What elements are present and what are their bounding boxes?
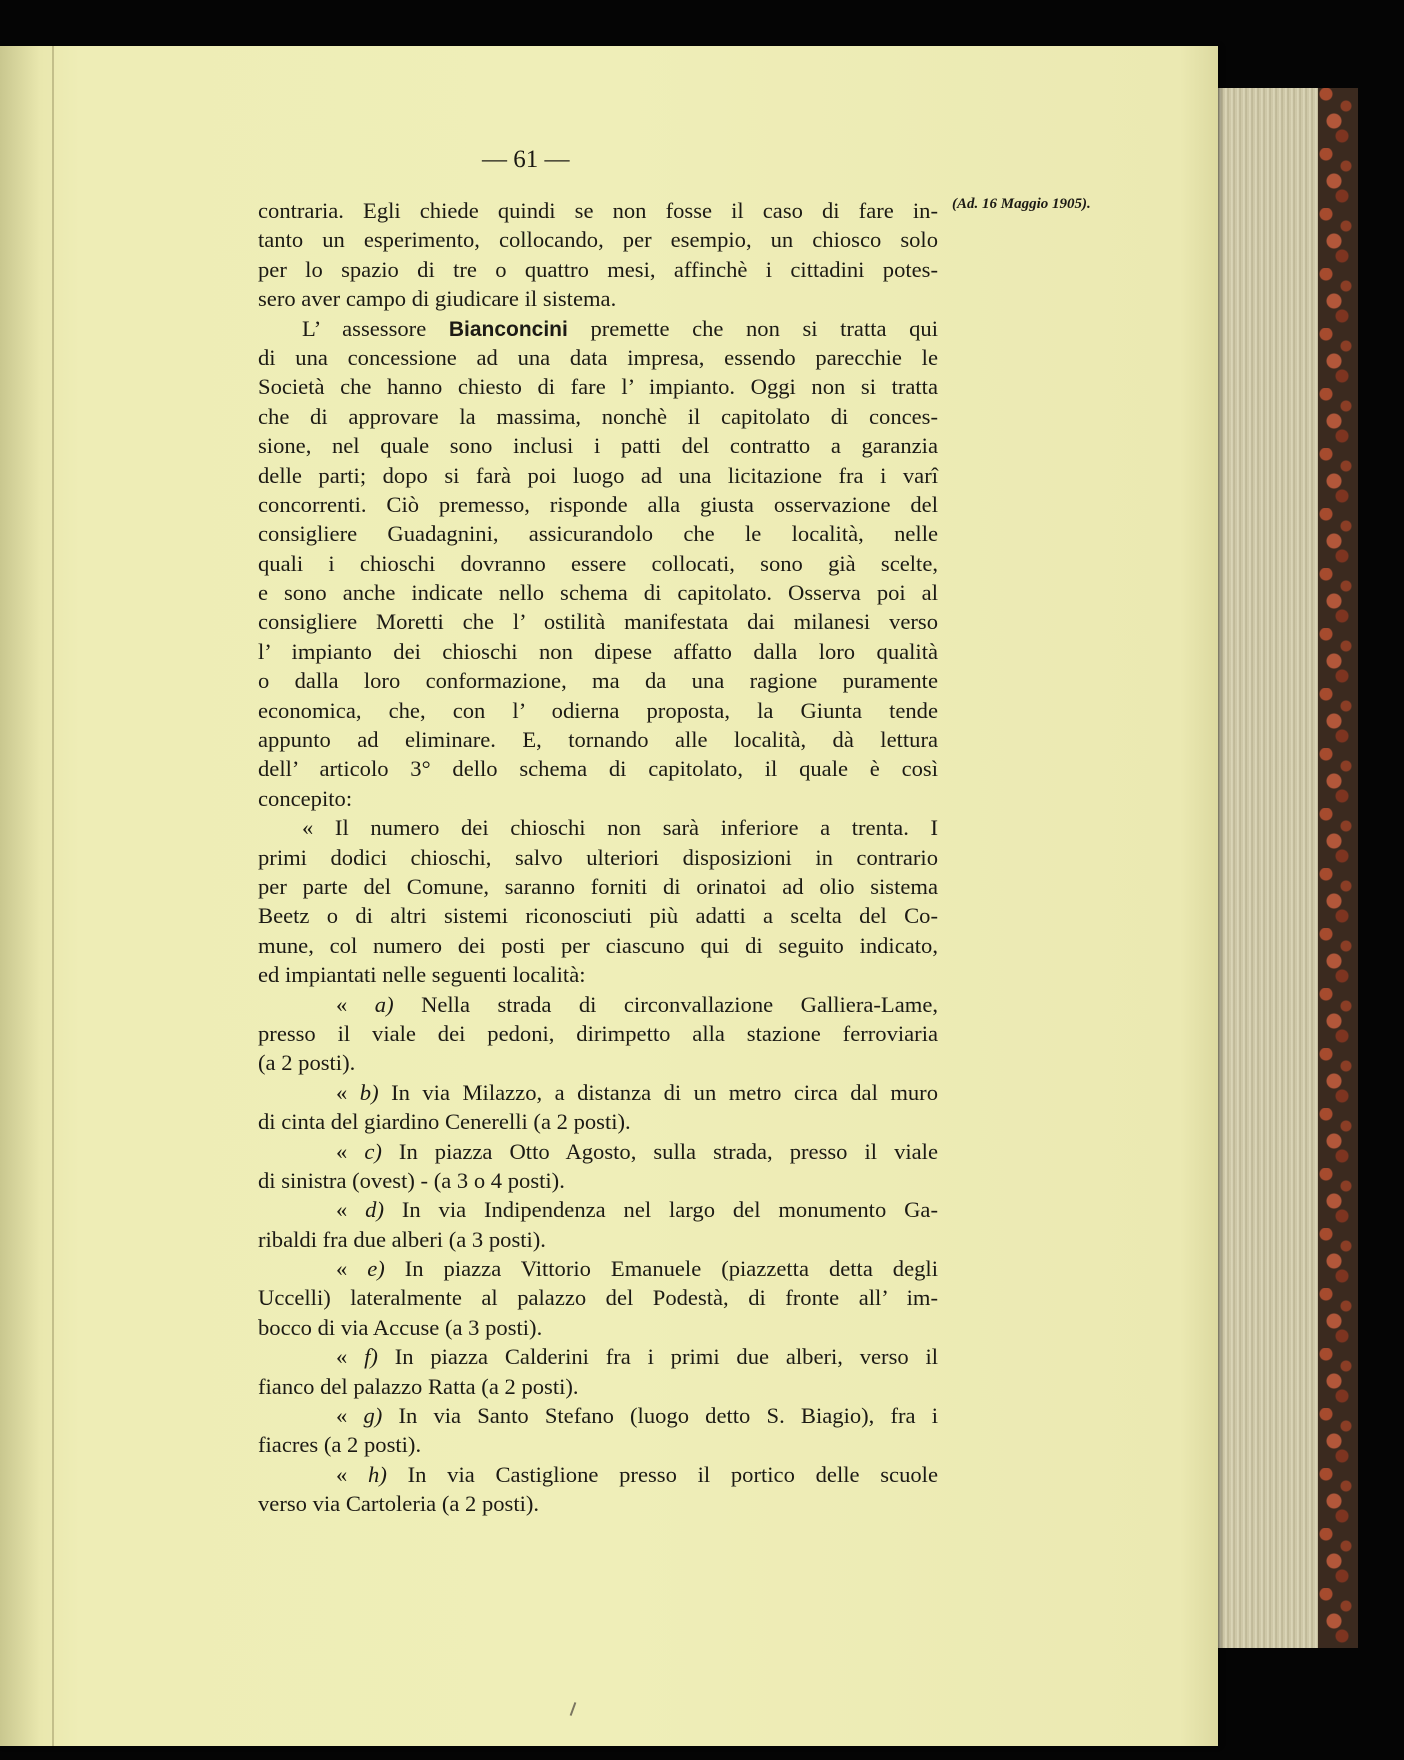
- quote-mark: «: [336, 1197, 348, 1223]
- list-item-f: [258, 1342, 938, 1371]
- text-fragment: In via Indipendenza nel largo del monumento Ga-: [401, 1197, 938, 1223]
- quote-mark: «: [336, 1138, 348, 1164]
- text-line: tanto un esperimento, collocando, per esempio, un chiosco solo: [258, 227, 938, 253]
- speaker-name: Bianconcini: [448, 317, 568, 341]
- item-letter: a): [374, 991, 394, 1017]
- list-item-h: [258, 1460, 938, 1489]
- text-line: l’ impianto dei chioschi non dipese affatto dalla loro qualità: [258, 638, 938, 664]
- body-text: [258, 196, 938, 1519]
- gutter-shadow: [52, 46, 54, 1746]
- text-fragment: premette che non si tratta qui: [590, 315, 938, 341]
- text-line: « Il numero dei chioschi non sarà inferiore a trenta. I: [302, 815, 938, 841]
- text-line: per parte del Comune, saranno forniti di orinatoi ad olio sistema: [258, 873, 938, 899]
- list-item-c: [258, 1137, 938, 1166]
- margin-date-note: (Ad. 16 Maggio 1905).: [952, 196, 1091, 212]
- text-line: presso il viale dei pedoni, dirimpetto alla stazione ferroviaria: [258, 1020, 938, 1046]
- text-line: ed impiantati nelle seguenti località:: [258, 962, 586, 988]
- text-line: che di approvare la massima, nonchè il capitolato di conces-: [258, 403, 938, 429]
- text-line: e sono anche indicate nello schema di capitolato. Osserva poi al: [258, 580, 938, 606]
- text-line: ribaldi fra due alberi (a 3 posti).: [258, 1226, 546, 1252]
- quote-mark: «: [336, 1461, 348, 1487]
- text-line: fiacres (a 2 posti).: [258, 1432, 422, 1458]
- list-item-e: [258, 1254, 938, 1283]
- text-line: appunto ad eliminare. E, tornando alle località, dà lettura: [258, 727, 938, 753]
- item-letter: b): [359, 1079, 379, 1105]
- quote-mark: «: [336, 1256, 348, 1282]
- list-item-g: [258, 1401, 938, 1430]
- book-cover-edge: [1318, 88, 1358, 1648]
- text-line: delle parti; dopo si farà poi luogo ad una licitazione fra i varî: [258, 462, 938, 488]
- item-letter: e): [367, 1256, 385, 1282]
- text-fragment: In via Santo Stefano (luogo detto S. Biagio), fra i: [398, 1403, 938, 1429]
- text-line: sero aver campo di giudicare il sistema.: [258, 286, 617, 312]
- text-fragment: In via Castiglione presso il portico delle scuole: [407, 1461, 938, 1487]
- book-page: [0, 46, 1218, 1746]
- text-line: per lo spazio di tre o quattro mesi, affinchè i cittadini potes-: [258, 256, 938, 282]
- list-item-b: [258, 1078, 938, 1107]
- text-line: Beetz o di altri sistemi riconosciuti più adatti a scelta del Co-: [258, 903, 938, 929]
- page-number: — 61 —: [482, 146, 570, 173]
- text-line: di una concessione ad una data impresa, essendo parecchie le: [258, 344, 938, 370]
- text-line: concepito:: [258, 785, 353, 811]
- text-line: Uccelli) lateralmente al palazzo del Podestà, di fronte all’ im-: [258, 1285, 938, 1311]
- list-item-d: [258, 1195, 938, 1224]
- text-line: [258, 314, 938, 343]
- text-fragment: Nella strada di circonvallazione Galliera-Lame,: [421, 991, 938, 1017]
- text-line: contraria. Egli chiede quindi se non fosse il caso di fare in-: [258, 198, 938, 223]
- text-line: di sinistra (ovest) - (a 3 o 4 posti).: [258, 1167, 565, 1193]
- text-line: mune, col numero dei posti per ciascuno qui di seguito indicato,: [258, 932, 938, 958]
- text-line: concorrenti. Ciò premesso, risponde alla giusta osservazione del: [258, 491, 938, 517]
- text-line: consigliere Moretti che l’ ostilità manifestata dai milanesi verso: [258, 609, 938, 635]
- text-fragment: In piazza Otto Agosto, sulla strada, presso il viale: [398, 1138, 938, 1164]
- item-letter: f): [364, 1344, 378, 1370]
- text-fragment: In piazza Calderini fra i primi due alberi, verso il: [394, 1344, 939, 1370]
- item-letter: d): [365, 1197, 384, 1223]
- text-line: di cinta del giardino Cenerelli (a 2 posti).: [258, 1109, 631, 1135]
- text-line: Società che hanno chiesto di fare l’ impianto. Oggi non si tratta: [258, 374, 938, 400]
- text-line: consigliere Guadagnini, assicurandolo che le località, nelle: [258, 521, 938, 547]
- text-fragment: In piazza Vittorio Emanuele (piazzetta detta degli: [404, 1256, 938, 1282]
- text-line: (a 2 posti).: [258, 1050, 356, 1076]
- text-line: sione, nel quale sono inclusi i patti del contratto a garanzia: [258, 433, 938, 459]
- text-fragment: L’ assessore: [302, 315, 427, 341]
- item-letter: h): [368, 1461, 387, 1487]
- quote-mark: «: [336, 991, 348, 1017]
- text-line: verso via Cartoleria (a 2 posti).: [258, 1491, 540, 1517]
- quote-mark: «: [336, 1344, 348, 1370]
- text-line: primi dodici chioschi, salvo ulteriori disposizioni in contrario: [258, 844, 938, 870]
- item-letter: c): [364, 1138, 382, 1164]
- quote-mark: «: [336, 1403, 348, 1429]
- ink-mark: [570, 1702, 577, 1716]
- text-fragment: In via Milazzo, a distanza di un metro circa dal muro: [391, 1079, 939, 1105]
- text-line: o dalla loro conformazione, ma da una ragione puramente: [258, 668, 938, 694]
- text-line: dell’ articolo 3° dello schema di capitolato, il quale è così: [258, 756, 938, 782]
- quote-mark: «: [336, 1079, 348, 1105]
- text-line: bocco di via Accuse (a 3 posti).: [258, 1314, 543, 1340]
- item-letter: g): [363, 1403, 383, 1429]
- text-line: economica, che, con l’ odierna proposta, la Giunta tende: [258, 697, 938, 723]
- text-line: fianco del palazzo Ratta (a 2 posti).: [258, 1373, 579, 1399]
- text-line: quali i chioschi dovranno essere collocati, sono già scelte,: [258, 550, 938, 576]
- list-item-a: [258, 990, 938, 1019]
